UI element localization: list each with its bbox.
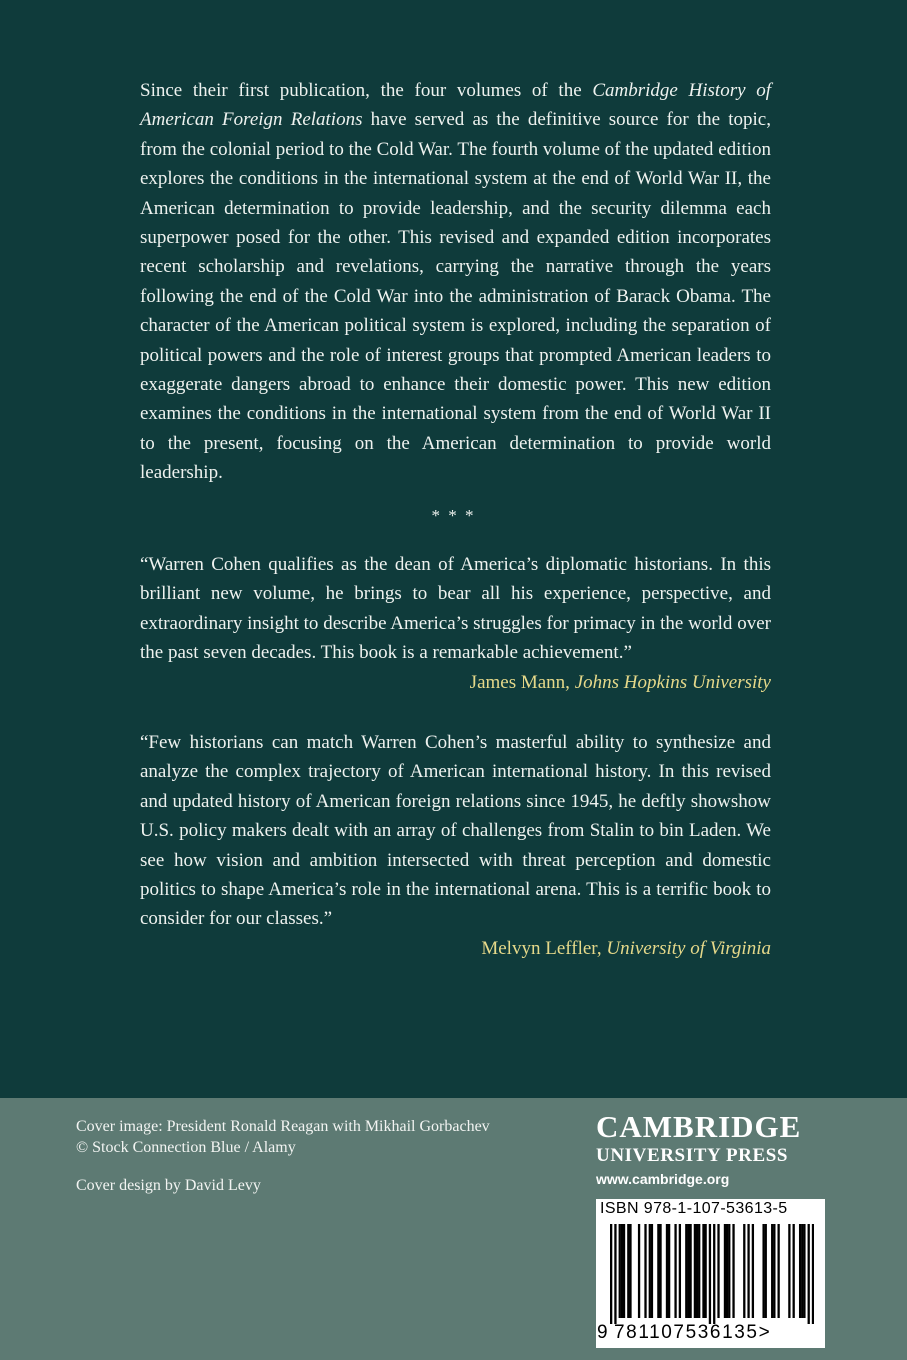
barcode-bar <box>773 1224 775 1318</box>
publisher-subname: UNIVERSITY PRESS <box>596 1145 789 1166</box>
barcode-guard-bar <box>808 1224 810 1324</box>
endorsement-attribution <box>140 934 771 963</box>
barcode-bar <box>747 1224 749 1318</box>
barcode-bar <box>752 1224 754 1318</box>
barcode-end-mark: > <box>758 1322 772 1343</box>
barcode-guard-bar <box>614 1224 616 1324</box>
barcode-bar <box>657 1224 659 1318</box>
series-title: Cambridge History of American Foreign Relations <box>140 80 771 131</box>
barcode-bar <box>765 1224 767 1318</box>
barcode-bar <box>649 1224 651 1318</box>
barcode-digit-run: 781107536135 <box>614 1322 759 1343</box>
barcode-bar <box>728 1224 730 1318</box>
barcode-bar <box>724 1224 726 1318</box>
barcode-bar <box>659 1224 661 1318</box>
isbn-barcode <box>596 1199 825 1348</box>
barcode-first-digit: 9 <box>597 1322 610 1343</box>
book-description <box>140 76 771 488</box>
barcode-bar <box>687 1224 689 1318</box>
barcode-bar <box>717 1224 719 1318</box>
endorsement-text: “Warren Cohen qualifies as the dean of America’s diplomatic historians. In this brilliant new volume, he brings to bear all his experience, perspective, and extraordinary insight to describe America’s struggles for primacy in the world over the past seven decades. This book is a remarkable achievement.” <box>140 554 771 664</box>
barcode-bar <box>621 1224 623 1318</box>
barcode-bar <box>793 1224 795 1318</box>
barcode-bar <box>619 1224 621 1318</box>
barcode-bar <box>777 1224 779 1318</box>
barcode-bar <box>685 1224 687 1318</box>
barcode-bar <box>623 1224 625 1318</box>
barcode-guard-bar <box>610 1224 612 1324</box>
cover-design-credit: Cover design by David Levy <box>76 1177 261 1194</box>
endorsement-quote <box>140 550 771 697</box>
barcode-bar <box>644 1224 646 1318</box>
barcode-guard-bar <box>812 1224 814 1324</box>
publisher-url: www.cambridge.org <box>596 1171 730 1187</box>
barcode-bar <box>803 1224 805 1318</box>
barcode-bar <box>799 1224 801 1318</box>
barcode-bar <box>679 1224 681 1318</box>
description-lead: Since their first publication, the four volumes of the <box>140 80 593 101</box>
barcode-bar <box>704 1224 706 1318</box>
publisher-name: CAMBRIDGE <box>596 1109 802 1144</box>
endorser-affiliation: Johns Hopkins University <box>574 671 771 693</box>
barcode-bar <box>698 1224 700 1318</box>
barcode-bar <box>668 1224 670 1318</box>
endorsement-attribution <box>140 668 771 697</box>
barcode-bar <box>696 1224 698 1318</box>
barcode-bar <box>788 1224 790 1318</box>
barcode-bar <box>762 1224 764 1318</box>
barcode-bars <box>610 1224 814 1324</box>
barcode-bar <box>726 1224 728 1318</box>
barcode-bar <box>702 1224 704 1318</box>
barcode-bar <box>674 1224 676 1318</box>
barcode-bar <box>689 1224 691 1318</box>
barcode-bar <box>771 1224 773 1318</box>
barcode-bar <box>627 1224 629 1318</box>
barcode-bar <box>694 1224 696 1318</box>
section-separator: * * * <box>431 506 476 525</box>
endorser-affiliation: University of Virginia <box>606 937 771 959</box>
barcode-guard-bar <box>709 1224 711 1324</box>
barcode-bar <box>732 1224 734 1318</box>
endorsement-quote <box>140 728 771 963</box>
endorser-name: James Mann, <box>469 671 570 693</box>
barcode-bar <box>666 1224 668 1318</box>
endorsement-text: “Few historians can match Warren Cohen’s masterful ability to synthesize and analyze the complex trajectory of American international history. In this revised and updated history of American foreign relations since 1945, he deftly showshow U.S. policy makers dealt with an array of challenges from Stalin to bin Laden. We see how vision and ambition intersected with threat perception and domestic politics to shape America’s role in the international arena. This is a terrific book to consider for our classes.” <box>140 732 771 930</box>
barcode-bar <box>638 1224 640 1318</box>
barcode-bar <box>629 1224 631 1318</box>
cover-image-credit: Cover image: President Ronald Reagan with Mikhail Gorbachev © Stock Connection Blue / Alamy <box>76 1118 490 1156</box>
isbn-label: ISBN 978-1-107-53613-5 <box>600 1200 788 1217</box>
description-body: have served as the definitive source for the topic, from the colonial period to the Cold War. The fourth volume of the updated edition explores the conditions in the international system at the end of World War II, the American determination to provide leadership, and the security dilemma each superpower posed for the other. This revised and expanded edition incorporates recent scholarship and revelations, carrying the narrative through the years following the end of the Cold War into the administration of Barack Obama. The character of the American political system is explored, including the separation of political powers and the role of interest groups that prompted American leaders to exaggerate dangers abroad to enhance their domestic power. This new edition examines the conditions in the international system from the end of World War II to the present, focusing on the American determination to provide world leadership. <box>140 109 771 484</box>
barcode-bar <box>651 1224 653 1318</box>
barcode-bar <box>801 1224 803 1318</box>
barcode-digit-group <box>614 1322 771 1344</box>
publisher-logo <box>596 1110 828 1189</box>
barcode-bar <box>743 1224 745 1318</box>
barcode-guard-bar <box>713 1224 715 1324</box>
endorser-name: Melvyn Leffler, <box>481 937 602 959</box>
